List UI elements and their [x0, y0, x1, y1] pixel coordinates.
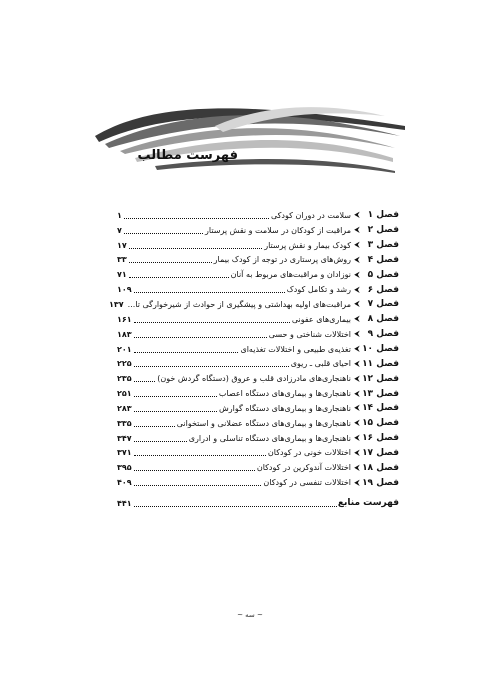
toc-row[interactable]	[117, 253, 399, 268]
chapter-title: نوزادان و مراقبت‌های مربوط به آنان	[230, 270, 351, 280]
arrow-bullet-icon: ⮜	[354, 329, 360, 339]
chapter-label: فصل ۱۰	[362, 344, 399, 355]
dot-leader	[134, 506, 337, 507]
dot-leader	[129, 248, 262, 249]
toc-row[interactable]	[117, 238, 399, 253]
toc-row[interactable]	[117, 282, 399, 297]
chapter-label: فصل ۱	[367, 210, 399, 221]
dot-leader	[134, 322, 290, 323]
toc-row[interactable]	[117, 267, 399, 282]
chapter-label: فصل ۱۷	[362, 447, 399, 458]
page-title: فهرست مطالب	[137, 148, 238, 163]
chapter-title: روش‌های پرستاری در توجه از کودک بیمار	[213, 255, 351, 265]
page-number: ۱۸۳	[117, 329, 132, 339]
chapter-label: فصل ۱۴	[362, 403, 399, 414]
page-number: ۷	[117, 225, 122, 235]
arrow-bullet-icon: ⮜	[354, 462, 360, 472]
toc-row[interactable]	[117, 446, 399, 461]
chapter-label: فصل ۱۵	[362, 418, 399, 429]
chapter-label: فصل ۱۲	[362, 373, 399, 384]
dot-leader	[134, 352, 239, 353]
chapter-title: اختلالات تنفسی در کودکان	[263, 478, 351, 488]
dot-leader	[134, 411, 217, 412]
arrow-bullet-icon: ⮜	[354, 418, 360, 428]
arrow-bullet-icon: ⮜	[354, 284, 360, 294]
chapter-label: فصل ۱۹	[362, 477, 399, 488]
dot-leader	[134, 337, 267, 338]
page-number: ۳۹۵	[117, 463, 132, 473]
page-number: ۳۴۷	[117, 433, 132, 443]
arrow-bullet-icon: ⮜	[354, 358, 360, 368]
references-label: فهرست منابع	[337, 498, 399, 509]
chapter-title: ناهنجاری‌ها و بیماری‌های دستگاه اعصاب	[218, 389, 351, 399]
chapter-title: ناهنجاری‌های مادرزادی قلب و عروق (دستگاه گردش خون)	[157, 374, 351, 384]
chapter-label: فصل ۸	[367, 314, 399, 325]
references-row[interactable]	[117, 496, 399, 511]
chapter-label: فصل ۳	[367, 240, 399, 251]
dot-leader	[134, 441, 187, 442]
page-number: ۷۱	[117, 270, 127, 280]
page-number-footer: ~ سه ~	[237, 611, 263, 619]
page-number: ۱۰۹	[117, 285, 132, 295]
chapter-label: فصل ۱۶	[362, 433, 399, 444]
chapter-title: مراقبت از کودکان در سلامت و نقش پرستار	[205, 225, 351, 235]
toc-row[interactable]	[117, 356, 399, 371]
chapter-title: احیای قلبی ـ ریوی	[290, 359, 351, 369]
arrow-bullet-icon: ⮜	[354, 433, 360, 443]
toc-row[interactable]	[117, 475, 399, 490]
dot-leader	[129, 277, 229, 278]
dot-leader	[134, 292, 285, 293]
arrow-bullet-icon: ⮜	[354, 299, 360, 309]
page-number: ۲۰۱	[117, 344, 132, 354]
chapter-label: فصل ۷	[367, 299, 399, 310]
chapter-title: ناهنجاری‌ها و بیماری‌های دستگاه گوارش	[219, 403, 351, 413]
arrow-bullet-icon: ⮜	[354, 254, 360, 264]
chapter-title: ناهنجاری‌ها و بیماری‌های دستگاه عضلانی و استخوانی	[176, 418, 351, 428]
toc-row[interactable]	[117, 416, 399, 431]
chapter-label: فصل ۱۸	[362, 462, 399, 473]
dot-leader	[134, 381, 156, 382]
toc-row[interactable]	[117, 223, 399, 238]
page-number: ۱	[117, 210, 122, 220]
chapter-title: مراقبت‌های اولیه بهداشتی و پیشگیری از حوادث از شیرخوارگی تا...	[127, 299, 351, 309]
page-number: ۱۷	[117, 240, 127, 250]
arrow-bullet-icon: ⮜	[354, 344, 360, 354]
toc-row[interactable]	[117, 460, 399, 475]
toc-row[interactable]	[117, 208, 399, 223]
page-number: ۳۳	[117, 255, 127, 265]
arrow-bullet-icon: ⮜	[354, 240, 360, 250]
dot-leader	[129, 262, 212, 263]
chapter-title: اختلالات شناختی و حسی	[268, 329, 351, 339]
chapter-title: سلامت در دوران کودکی	[270, 210, 351, 220]
page-number: ۴۰۹	[117, 478, 132, 488]
chapter-label: فصل ۶	[367, 284, 399, 295]
arrow-bullet-icon: ⮜	[354, 388, 360, 398]
chapter-label: فصل ۲	[367, 225, 399, 236]
toc-row[interactable]	[117, 386, 399, 401]
decorative-swoosh-banner	[95, 96, 405, 186]
dot-leader	[134, 426, 175, 427]
dot-leader	[134, 396, 217, 397]
chapter-label: فصل ۴	[367, 254, 399, 265]
chapter-title: اختلالات خونی در کودکان	[267, 448, 351, 458]
toc-row[interactable]	[117, 431, 399, 446]
chapter-title: تغذیه‌ی طبیعی و اختلالات تغذیه‌ای	[240, 344, 351, 354]
page-number: ۱۶۱	[117, 314, 132, 324]
toc-row[interactable]	[117, 371, 399, 386]
dot-leader	[134, 366, 289, 367]
dot-leader	[124, 233, 203, 234]
chapter-label: فصل ۹	[367, 329, 399, 340]
toc-row[interactable]	[117, 312, 399, 327]
chapter-title: بیماری‌های عفونی	[291, 314, 351, 324]
table-of-contents	[108, 208, 399, 511]
chapter-label: فصل ۵	[367, 269, 399, 280]
page-number: ۲۸۳	[117, 403, 132, 413]
toc-row[interactable]	[117, 327, 399, 342]
dot-leader	[134, 485, 262, 486]
toc-row[interactable]	[117, 401, 399, 416]
page-number: ۳۷۱	[117, 448, 132, 458]
arrow-bullet-icon: ⮜	[354, 477, 360, 487]
chapter-title: اختلالات آندوکرین در کودکان	[256, 463, 351, 473]
arrow-bullet-icon: ⮜	[354, 269, 360, 279]
arrow-bullet-icon: ⮜	[354, 373, 360, 383]
chapter-title: کودک بیمار و نقش پرستار	[264, 240, 351, 250]
toc-row[interactable]	[108, 297, 399, 312]
page-number: ۳۳۵	[117, 418, 132, 428]
arrow-bullet-icon: ⮜	[354, 403, 360, 413]
toc-row[interactable]	[117, 342, 399, 357]
chapter-title: ناهنجاری‌ها و بیماری‌های دستگاه تناسلی و ادراری	[188, 433, 351, 443]
dot-leader	[134, 455, 266, 456]
page-number: ۱۳۷	[108, 299, 124, 309]
page-number: ۲۵۱	[117, 389, 132, 399]
dot-leader	[124, 218, 269, 219]
chapter-label: فصل ۱۳	[362, 388, 399, 399]
arrow-bullet-icon: ⮜	[354, 447, 360, 457]
chapter-label: فصل ۱۱	[362, 358, 399, 369]
arrow-bullet-icon: ⮜	[354, 314, 360, 324]
arrow-bullet-icon: ⮜	[354, 210, 360, 220]
dot-leader	[134, 470, 255, 471]
page-number: ۲۳۵	[117, 374, 132, 384]
chapter-title: رشد و تکامل کودک	[286, 285, 351, 295]
page-number: ۲۲۵	[117, 359, 132, 369]
arrow-bullet-icon: ⮜	[354, 225, 360, 235]
page-number: ۴۴۱	[117, 498, 132, 508]
